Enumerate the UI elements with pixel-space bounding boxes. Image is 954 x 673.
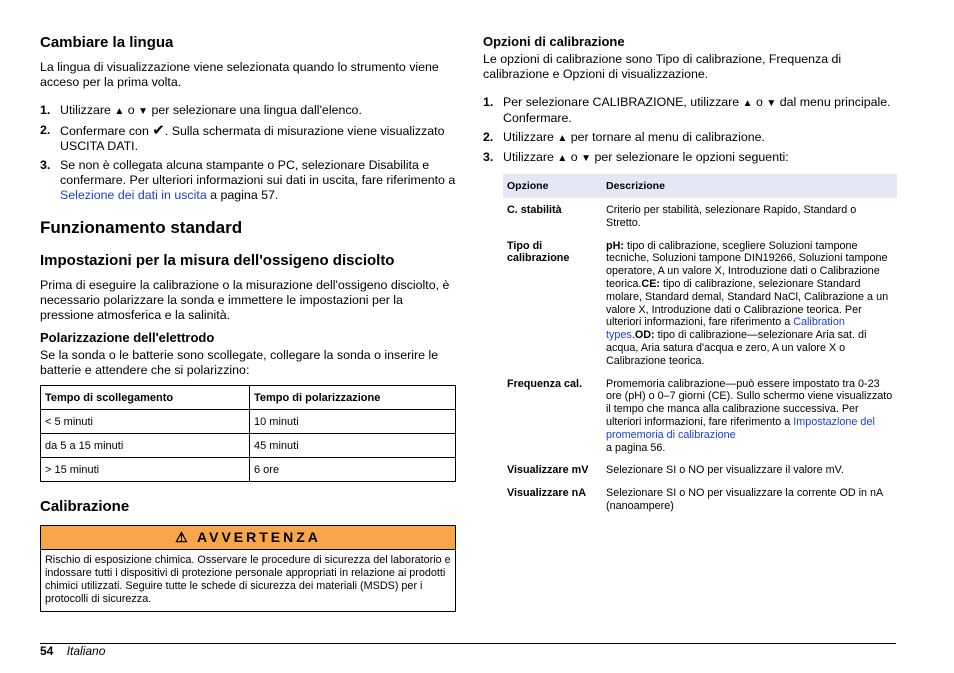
warning-box (40, 525, 456, 612)
table-row (41, 458, 456, 482)
list-item: 2. Utilizzare ▲ per tornare al menu di calibrazione. (483, 130, 765, 144)
language-steps (40, 103, 456, 203)
link-calibration-reminder[interactable]: Impostazione del promemoria di calibrazione (606, 415, 875, 441)
table-header: Opzione (503, 174, 602, 198)
option-description: pH: tipo di calibrazione, scegliere Soluzioni tampone tecniche, Soluzioni tampone DIN19266, Soluzioni tampone operatore, A un valore X, Introduzione dati o Calibrazione teorica.CE: tipo di calibrazione, selezionare Standard molare, Standard demal, Standard NaCl, Calibrazione a un valore X, Introduzione dati o Calibrazione teorica. Per ulteriori informazioni, fare riferimento a Calibration types.OD: tipo di calibrazione—selezionare Aria sat. di acqua, Aria satura d'acqua e zero, A un valore X o Calibrazione teorica. (606, 239, 889, 367)
table-header-row (41, 386, 456, 410)
footer-divider (40, 643, 896, 644)
heading-standard-operation: Funzionamento standard (40, 218, 243, 237)
option-name: Visualizzare mV (507, 464, 589, 477)
option-description: Selezionare SI o NO per visualizzare il valore mV. (606, 464, 844, 477)
list-item: 1. Utilizzare ▲ o ▼ per selezionare una lingua dall'elenco. (40, 103, 362, 117)
option-description: Criterio per stabilità, selezionare Rapido, Standard o Stretto. (606, 204, 857, 229)
table-row (41, 410, 456, 434)
list-item: 1. Per selezionare CALIBRAZIONE, utilizzare ▲ o ▼ dal menu principale. Confermare. (483, 95, 891, 125)
heading-calibration-options: Opzioni di calibrazione (483, 34, 625, 49)
page-number: 54 (40, 644, 54, 658)
warning-title: ⚠ AVVERTENZA (41, 526, 455, 550)
table-row (41, 434, 456, 458)
table-cell: > 15 minuti (41, 458, 250, 482)
arrow-down-icon: ▼ (581, 153, 592, 164)
heading-calibration: Calibrazione (40, 498, 130, 515)
left-column (40, 30, 456, 612)
option-name: Tipo di calibrazione (507, 239, 570, 265)
option-name: Frequenza cal. (507, 377, 583, 390)
table-row (503, 458, 897, 481)
table-row (503, 234, 897, 372)
page-footer (40, 644, 105, 658)
right-column (483, 30, 897, 517)
arrow-up-icon: ▲ (557, 153, 568, 164)
options-table (503, 174, 897, 517)
arrow-up-icon: ▲ (557, 133, 568, 144)
table-cell: 10 minuti (250, 410, 456, 434)
table-header: Descrizione (602, 174, 897, 198)
option-name: C. stabilità (507, 204, 562, 216)
warning-icon: ⚠ (175, 529, 191, 545)
table-row (503, 372, 897, 459)
warning-text: Rischio di esposizione chimica. Osservare le procedure di sicurezza del laboratorio e indossare tutti i dispositivi di protezione personale appropriati in relazione ai prodotti chimici utilizzati. Seguire tutte le schede di sicurezza dei materiali (MSDS) per i protocolli di sicurezza. (45, 554, 451, 605)
check-icon: ✔ (152, 122, 165, 139)
table-header: Tempo di polarizzazione (250, 386, 456, 410)
option-description: Promemoria calibrazione—può essere impostato tra 0-23 ore (pH) o 0–7 giorni (CE). Sullo schermo viene visualizzato il tempo che manca alla calibrazione successiva. Per ulteriori informazioni, fare riferimento a Impostazione del promemoria di calibrazione a pagina 56. (606, 377, 893, 454)
calibration-options-intro: Le opzioni di calibrazione sono Tipo di calibrazione, Frequenza di calibrazione e Opzioni di visualizzazione. (483, 52, 842, 81)
table-cell: da 5 a 15 minuti (41, 434, 250, 458)
table-cell: < 5 minuti (41, 410, 250, 434)
polarization-table (40, 385, 456, 482)
table-row (503, 198, 897, 234)
language-intro: La lingua di visualizzazione viene selezionata quando lo strumento viene acceso per la prima volta. (40, 60, 439, 89)
table-row (503, 481, 897, 517)
calibration-steps (483, 95, 897, 166)
arrow-up-icon: ▲ (114, 106, 125, 117)
polarization-intro: Se la sonda o le batterie sono scollegate, collegare la sonda o inserire le batterie e attendere che si polarizzino: (40, 348, 439, 377)
oxygen-intro: Prima di eseguire la calibrazione o la misurazione dell'ossigeno disciolto, è necessario polarizzare la sonda e immettere le impostazioni per la pressione atmosferica e la salinità. (40, 278, 450, 322)
list-item: 3. Utilizzare ▲ o ▼ per selezionare le opzioni seguenti: (483, 150, 789, 164)
option-name: Visualizzare nA (507, 487, 587, 500)
heading-polarization: Polarizzazione dell'elettrodo (40, 330, 215, 345)
link-output-selection[interactable]: Selezione dei dati in uscita (60, 188, 207, 202)
heading-oxygen-settings: Impostazioni per la misura dell'ossigeno disciolto (40, 252, 395, 269)
arrow-down-icon: ▼ (138, 106, 149, 117)
table-header-row (503, 174, 897, 198)
option-description: Selezionare SI o NO per visualizzare la corrente OD in nA (nanoampere) (606, 487, 883, 512)
table-cell: 6 ore (250, 458, 456, 482)
table-header: Tempo di scollegamento (41, 386, 250, 410)
link-calibration-types[interactable]: Calibration types (606, 316, 845, 342)
arrow-down-icon: ▼ (766, 98, 777, 109)
list-item: 2. Confermare con ✔. Sulla schermata di misurazione viene visualizzato USCITA DATI. (40, 122, 445, 153)
heading-change-language: Cambiare la lingua (40, 34, 174, 51)
table-cell: 45 minuti (250, 434, 456, 458)
arrow-up-icon: ▲ (742, 98, 753, 109)
list-item: 3. Se non è collegata alcuna stampante o PC, selezionare Disabilita e confermare. Per ulteriori informazioni sui dati in uscita, fare riferimento a Selezione dei dati in uscita a pagina 57. (40, 158, 456, 202)
footer-language: Italiano (66, 644, 106, 658)
